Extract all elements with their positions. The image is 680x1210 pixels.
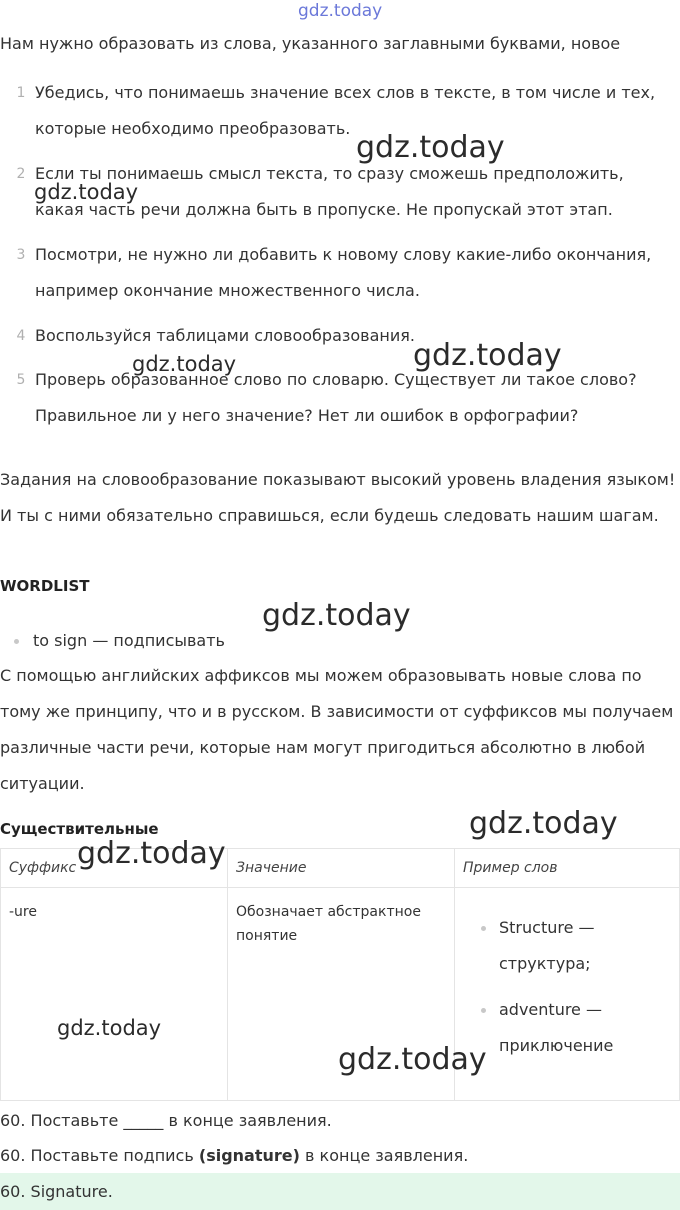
list-item bbox=[475, 992, 679, 1064]
step-number: 3 bbox=[16, 247, 26, 263]
nouns-heading: Существительные bbox=[0, 820, 159, 838]
watermark-logo: gdz.today bbox=[34, 180, 139, 204]
watermark-logo: gdz.today bbox=[469, 806, 618, 841]
wordlist-item-text: to sign — подписывать bbox=[33, 631, 225, 650]
column-header-suffix: Суффикс bbox=[1, 849, 228, 888]
watermark-logo: gdz.today bbox=[338, 1042, 487, 1077]
watermark-logo: gdz.today bbox=[413, 338, 562, 373]
bullet-icon bbox=[481, 1008, 486, 1013]
step-number: 4 bbox=[16, 328, 26, 344]
examples-list bbox=[455, 888, 679, 1064]
watermark-logo: gdz.today bbox=[132, 352, 237, 376]
watermark-logo: gdz.today bbox=[298, 1, 383, 21]
step-text: Посмотри, не нужно ли добавить к новому слову какие-либо окончания, например окончание множественного числа. bbox=[35, 245, 652, 300]
watermark-logo: gdz.today bbox=[356, 130, 505, 165]
watermark-logo: gdz.today bbox=[262, 598, 411, 633]
outro-text: Задания на словообразование показывают высокий уровень владения языком! И ты с ними обязательно справишься, если будешь следовать нашим шагам. bbox=[0, 470, 676, 525]
bullet-icon bbox=[481, 926, 486, 931]
list-item bbox=[475, 910, 679, 982]
example-text: Structure — структура; bbox=[499, 918, 595, 973]
affix-text: С помощью английских аффиксов мы можем образовывать новые слова по тому же принципу, что и в русском. В зависимости от суффиксов мы получаем различные части речи, которые нам могут пригодиться абсолютно в любой ситуации. bbox=[0, 666, 674, 793]
exercise-task: 60. Поставьте _____ в конце заявления. bbox=[0, 1111, 332, 1130]
step-number: 1 bbox=[16, 85, 26, 101]
step-text: Воспользуйся таблицами словообразования. bbox=[35, 326, 415, 345]
step-text: Если ты понимаешь смысл текста, то сразу сможешь предположить, какая часть речи должна быть в пропуске. Не пропускай этот этап. bbox=[35, 164, 624, 219]
hint-suffix: в конце заявления. bbox=[299, 1146, 469, 1165]
examples-cell bbox=[455, 888, 680, 1101]
column-header-meaning: Значение bbox=[228, 849, 455, 888]
step-text: Убедись, что понимаешь значение всех слов в тексте, в том числе и тех, которые необходимо преобразовать. bbox=[35, 83, 656, 138]
step-number: 5 bbox=[16, 372, 26, 388]
column-header-examples: Пример слов bbox=[455, 849, 680, 888]
meaning-cell: Обозначает абстрактное понятие bbox=[228, 888, 455, 1101]
exercise-hint bbox=[0, 1138, 680, 1174]
example-text: adventure — приключение bbox=[499, 1000, 614, 1055]
bullet-icon bbox=[14, 639, 19, 644]
step-text: Проверь образованное слово по словарю. Существует ли такое слово? Правильное ли у него значение? Нет ли ошибок в орфографии? bbox=[35, 370, 637, 425]
watermark-logo: gdz.today bbox=[77, 836, 226, 871]
exercise-answer: 60. Signature. bbox=[0, 1173, 680, 1210]
hint-keyword: (signature) bbox=[198, 1146, 300, 1165]
wordlist-item bbox=[14, 623, 225, 659]
suffix-cell: -ure bbox=[1, 888, 228, 1101]
hint-prefix: 60. Поставьте подпись bbox=[0, 1146, 199, 1165]
watermark-logo: gdz.today bbox=[57, 1016, 162, 1040]
intro-text: Нам нужно образовать из слова, указанного заглавными буквами, новое bbox=[0, 34, 621, 53]
wordlist-heading: WORDLIST bbox=[0, 577, 90, 595]
step-number: 2 bbox=[16, 166, 26, 182]
